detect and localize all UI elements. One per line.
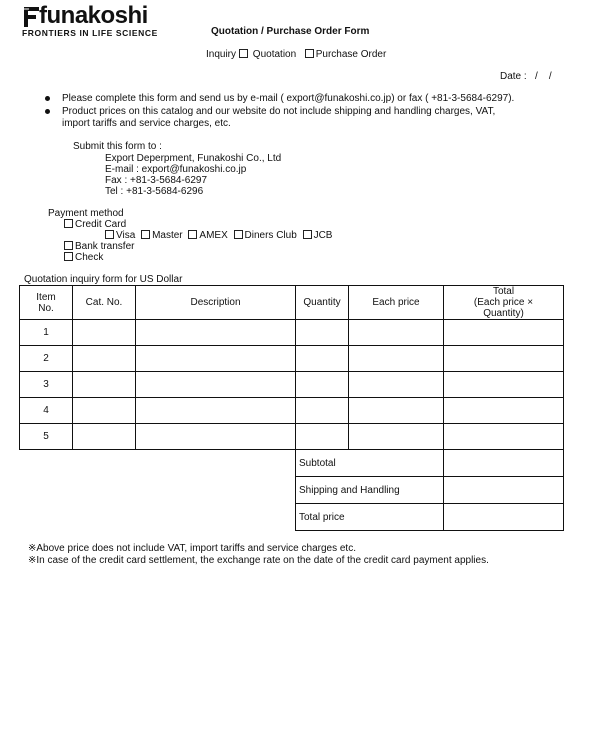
total-cell[interactable] (444, 372, 564, 398)
quantity-cell[interactable] (296, 346, 349, 372)
type-inquiry-label: Inquiry (206, 49, 237, 60)
header-cat-no: Cat. No. (73, 286, 136, 320)
total-cell[interactable] (444, 424, 564, 450)
amex-checkbox[interactable] (188, 230, 197, 239)
table-row (20, 424, 564, 450)
shipping-label: Shipping and Handling (296, 477, 444, 504)
card-type-options (102, 230, 332, 241)
summary-row-subtotal (20, 450, 564, 477)
total-cell[interactable] (444, 346, 564, 372)
instruction-1: Please complete this form and send us by e-mail ( export@funakoshi.co.jp) or fax ( +81-3-5684-6297). (62, 93, 515, 104)
instruction-2-continued: import tariffs and service charges, etc. (62, 118, 231, 129)
row-item-number: 5 (20, 424, 73, 450)
cat-no-cell[interactable] (73, 320, 136, 346)
type-purchase-order-checkbox[interactable] (305, 49, 314, 58)
form-type-options (206, 49, 386, 60)
description-cell[interactable] (136, 346, 296, 372)
footnote-1: ※Above price does not include VAT, import tariffs and service charges etc. (28, 543, 356, 554)
header-quantity: Quantity (296, 286, 349, 320)
header-item-no: Item No. (20, 286, 73, 320)
type-inquiry-checkbox[interactable] (239, 49, 248, 58)
row-item-number: 1 (20, 320, 73, 346)
instruction-2: Product prices on this catalog and our website do not include shipping and handling charges, VAT, (62, 106, 496, 117)
check-label: Check (75, 252, 104, 263)
type-purchase-order-label: Purchase Order (315, 49, 387, 60)
each-price-cell[interactable] (349, 398, 444, 424)
funakoshi-f-mark-icon (22, 6, 40, 28)
payment-heading: Payment method (48, 208, 124, 219)
amex-label: AMEX (199, 230, 228, 241)
date-separators: / / (535, 71, 552, 82)
payment-bank-transfer (61, 241, 134, 252)
table-row (20, 372, 564, 398)
table-caption: Quotation inquiry form for US Dollar (24, 274, 183, 285)
cat-no-cell[interactable] (73, 346, 136, 372)
visa-checkbox[interactable] (105, 230, 114, 239)
cat-no-cell[interactable] (73, 372, 136, 398)
submit-heading: Submit this form to : (73, 141, 162, 152)
submit-email: E-mail : export@funakoshi.co.jp (105, 164, 247, 175)
bank-transfer-checkbox[interactable] (64, 241, 73, 250)
row-item-number: 2 (20, 346, 73, 372)
credit-card-checkbox[interactable] (64, 219, 73, 228)
total-price-value-cell[interactable] (444, 504, 564, 531)
each-price-cell[interactable] (349, 424, 444, 450)
summary-row-total (20, 504, 564, 531)
table-row (20, 320, 564, 346)
jcb-label: JCB (313, 230, 333, 241)
description-cell[interactable] (136, 398, 296, 424)
date-field[interactable] (500, 71, 552, 82)
quantity-cell[interactable] (296, 320, 349, 346)
credit-card-label: Credit Card (75, 219, 127, 230)
shipping-value-cell[interactable] (444, 477, 564, 504)
submit-fax: Fax : +81-3-5684-6297 (105, 175, 208, 186)
total-cell[interactable] (444, 320, 564, 346)
quantity-cell[interactable] (296, 398, 349, 424)
type-quotation-label: Quotation (252, 49, 297, 60)
total-cell[interactable] (444, 398, 564, 424)
visa-label: Visa (116, 230, 136, 241)
form-title: Quotation / Purchase Order Form (211, 26, 370, 37)
header-total: Total (Each price × Quantity) (444, 286, 564, 320)
summary-row-shipping (20, 477, 564, 504)
cat-no-cell[interactable] (73, 424, 136, 450)
quotation-table (19, 285, 564, 531)
check-checkbox[interactable] (64, 252, 73, 261)
table-row (20, 346, 564, 372)
quantity-cell[interactable] (296, 424, 349, 450)
diners-club-label: Diners Club (244, 230, 297, 241)
each-price-cell[interactable] (349, 346, 444, 372)
row-item-number: 4 (20, 398, 73, 424)
jcb-checkbox[interactable] (303, 230, 312, 239)
description-cell[interactable] (136, 424, 296, 450)
total-price-label: Total price (296, 504, 444, 531)
subtotal-value-cell[interactable] (444, 450, 564, 477)
row-item-number: 3 (20, 372, 73, 398)
subtotal-label: Subtotal (296, 450, 444, 477)
quantity-cell[interactable] (296, 372, 349, 398)
submit-tel: Tel : +81-3-5684-6296 (105, 186, 204, 197)
header-each-price: Each price (349, 286, 444, 320)
each-price-cell[interactable] (349, 372, 444, 398)
date-label: Date : (500, 71, 527, 82)
description-cell[interactable] (136, 320, 296, 346)
master-checkbox[interactable] (141, 230, 150, 239)
cat-no-cell[interactable] (73, 398, 136, 424)
table-row (20, 398, 564, 424)
bank-transfer-label: Bank transfer (75, 241, 135, 252)
submit-company: Export Deperpment, Funakoshi Co., Ltd (105, 153, 282, 164)
table-header-row (20, 286, 564, 320)
each-price-cell[interactable] (349, 320, 444, 346)
logo-name: funakoshi (39, 2, 148, 29)
payment-check (61, 252, 103, 263)
footnote-2: ※In case of the credit card settlement, the exchange rate on the date of the credit card payment applies. (28, 555, 489, 566)
header-description: Description (136, 286, 296, 320)
payment-credit-card (61, 219, 126, 230)
master-label: Master (152, 230, 183, 241)
diners-club-checkbox[interactable] (234, 230, 243, 239)
description-cell[interactable] (136, 372, 296, 398)
logo-tagline: FRONTIERS IN LIFE SCIENCE (22, 28, 158, 38)
